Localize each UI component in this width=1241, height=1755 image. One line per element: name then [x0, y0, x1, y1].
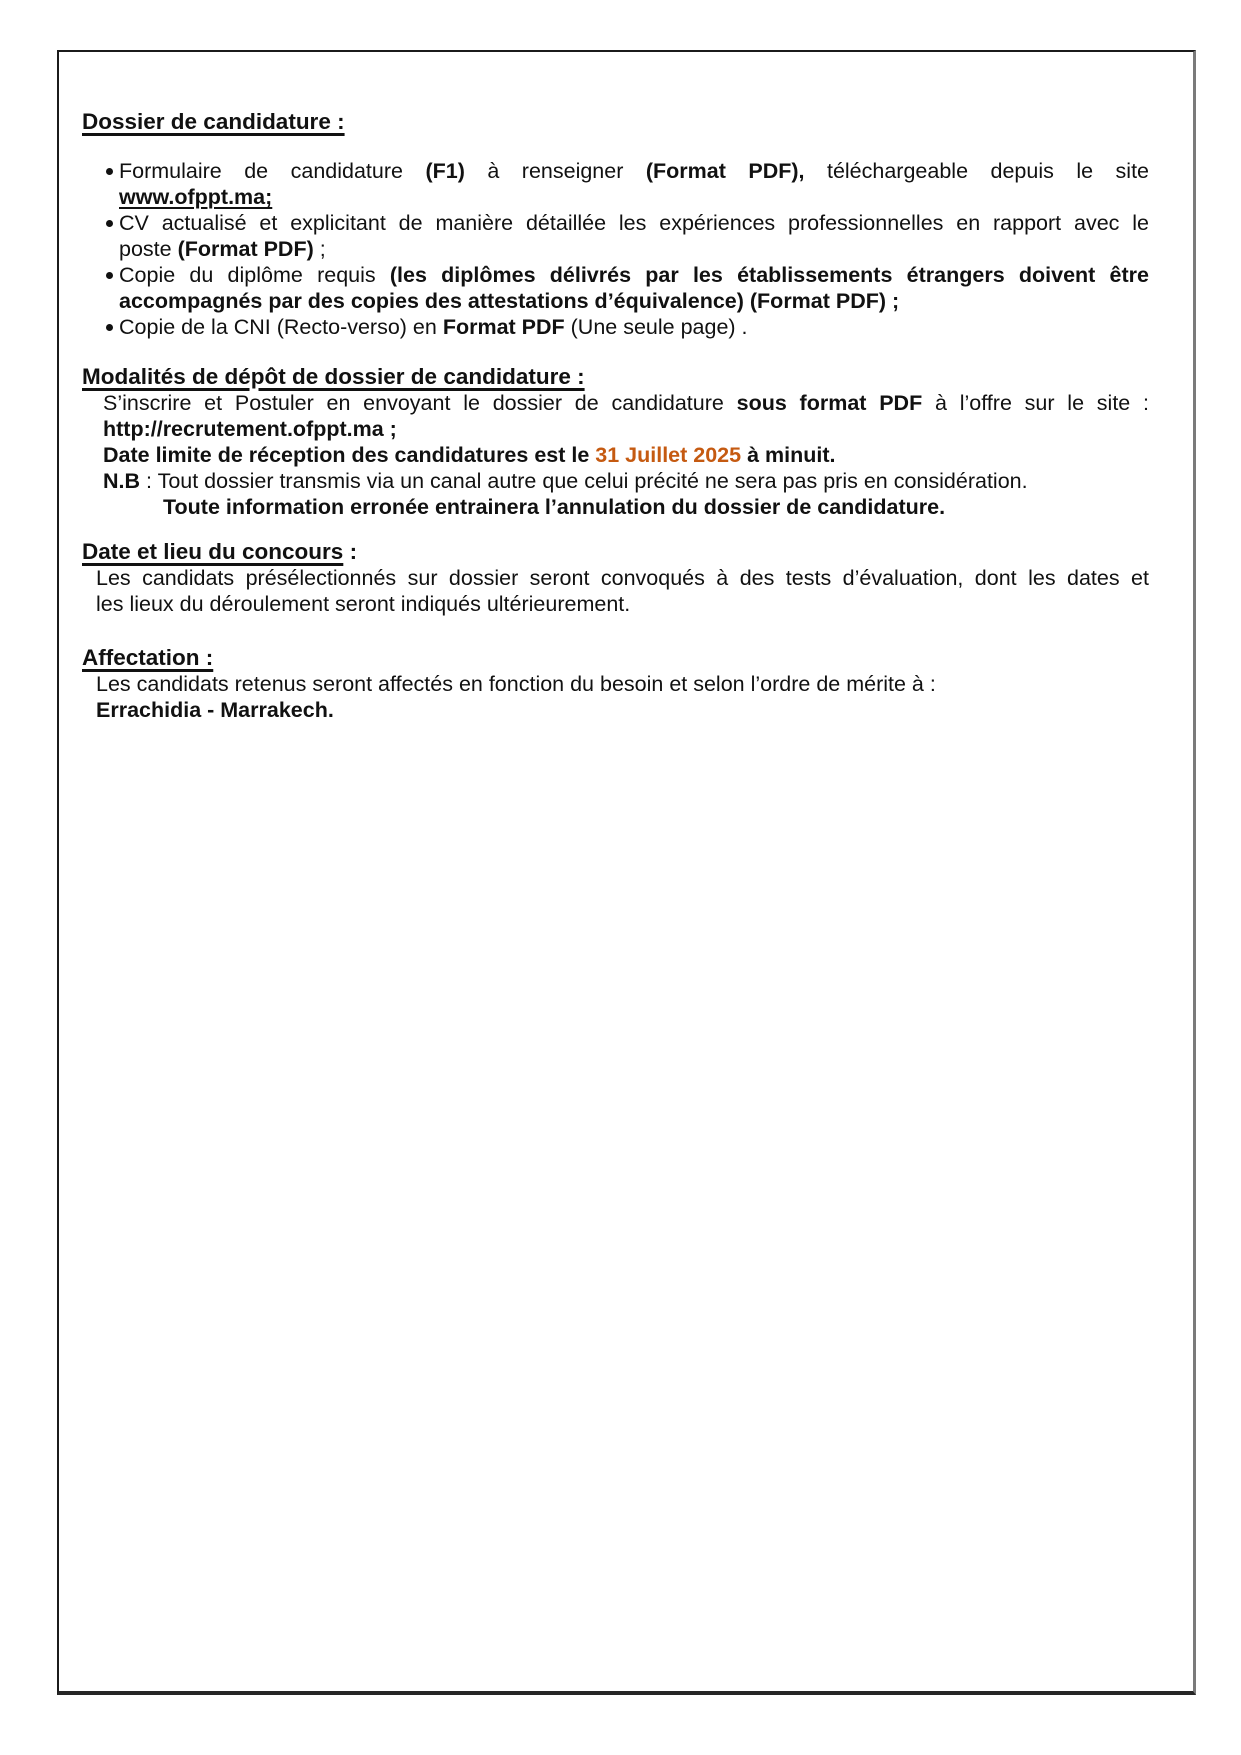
- text-segment: Toute information erronée entrainera l’annulation du dossier de candidature.: [163, 495, 946, 519]
- url-recrutement: http://recrutement.ofppt.ma ;: [103, 417, 397, 441]
- bullet-item-diplome: [82, 262, 1149, 314]
- para-nota-bene: [82, 468, 1149, 520]
- text-segment: sous format PDF: [736, 391, 923, 415]
- text-segment: Copie du diplôme requis: [119, 263, 390, 287]
- text-segment: Les candidats retenus seront affectés en fonction du besoin et selon l’ordre de mérite à :: [96, 672, 936, 696]
- text-segment: Les candidats présélectionnés sur dossier seront convoqués à des tests d’évaluation, dont les dates et: [96, 566, 1149, 590]
- bullet-text-line: [119, 314, 1149, 340]
- bullet-icon: [106, 168, 113, 175]
- para-text-line: [82, 671, 1149, 697]
- bullet-text-line: [119, 288, 1149, 314]
- bullet-text-line: [119, 236, 1149, 262]
- text-segment: Date limite de réception des candidatures est le: [103, 443, 596, 467]
- para-text-line: [82, 565, 1149, 591]
- text-segment: à minuit.: [741, 443, 836, 467]
- para-text-line: [82, 442, 1149, 468]
- text-segment: Format PDF: [442, 315, 565, 339]
- affectation-cities: Errachidia - Marrakech.: [96, 698, 334, 722]
- bullet-icon: [106, 220, 113, 227]
- text-segment: à l’offre sur le site :: [922, 391, 1149, 415]
- text-segment: N.B: [103, 469, 141, 493]
- text-segment: Affectation :: [82, 645, 214, 670]
- heading-modalites-depot: [82, 364, 1149, 390]
- bullet-icon: [106, 272, 113, 279]
- heading-date-lieu-concours: [82, 539, 1149, 565]
- bullet-item-formulaire: [82, 158, 1149, 210]
- text-segment: les lieux du déroulement seront indiqués ultérieurement.: [96, 592, 631, 616]
- bullet-text-line: [119, 210, 1149, 236]
- text-segment: CV actualisé et explicitant de manière détaillée les expériences professionnelles en rapport avec le: [119, 211, 1149, 235]
- text-segment: à renseigner: [464, 159, 646, 183]
- text-segment: Copie de la CNI (Recto-verso) en: [119, 315, 443, 339]
- text-segment: poste: [119, 237, 178, 261]
- deadline-date: 31 Juillet 2025: [595, 443, 742, 467]
- text-segment: Dossier de candidature :: [82, 109, 345, 134]
- url-ofppt: www.ofppt.ma;: [119, 185, 273, 209]
- para-text-line: [82, 468, 1149, 494]
- text-segment: Modalités de dépôt de dossier de candidature :: [82, 364, 585, 389]
- bullet-text-line: [119, 184, 1149, 210]
- heading-dossier-de-candidature: [82, 109, 1149, 135]
- text-segment: (Format PDF),: [645, 159, 805, 183]
- text-segment: ;: [313, 237, 326, 261]
- para-concours: [82, 565, 1149, 617]
- text-segment: (Une seule page) .: [564, 315, 748, 339]
- text-segment: téléchargeable depuis le site: [804, 159, 1149, 183]
- bullet-text-line: [119, 158, 1149, 184]
- para-text-line: [82, 390, 1149, 416]
- para-text-line: [82, 591, 1149, 617]
- bullet-list-dossier: [82, 158, 1149, 340]
- bullet-icon: [106, 324, 113, 331]
- para-text-line: [82, 416, 1149, 442]
- text-segment: (F1): [425, 159, 465, 183]
- text-segment: (les diplômes délivrés par les établissements étrangers doivent être: [389, 263, 1149, 287]
- heading-affectation: [82, 645, 1149, 671]
- para-affectation: [82, 671, 1149, 723]
- bullet-item-cv: [82, 210, 1149, 262]
- text-segment: (Format PDF): [177, 237, 314, 261]
- bullet-text-line: [119, 262, 1149, 288]
- document-page-frame: [57, 50, 1196, 1695]
- text-segment: accompagnés par des copies des attestations d’équivalence) (Format PDF) ;: [119, 289, 900, 313]
- para-inscription: [82, 390, 1149, 442]
- text-segment: Date et lieu du concours: [82, 539, 344, 564]
- text-segment: Formulaire de candidature: [119, 159, 426, 183]
- para-text-line: [82, 494, 1149, 520]
- bullet-item-cni: [82, 314, 1149, 340]
- para-text-line: [82, 697, 1149, 723]
- para-deadline: [82, 442, 1149, 468]
- text-segment: S’inscrire et Postuler en envoyant le dossier de candidature: [103, 391, 737, 415]
- text-segment: : Tout dossier transmis via un canal autre que celui précité ne sera pas pris en considération.: [140, 469, 1028, 493]
- text-segment: :: [343, 539, 358, 564]
